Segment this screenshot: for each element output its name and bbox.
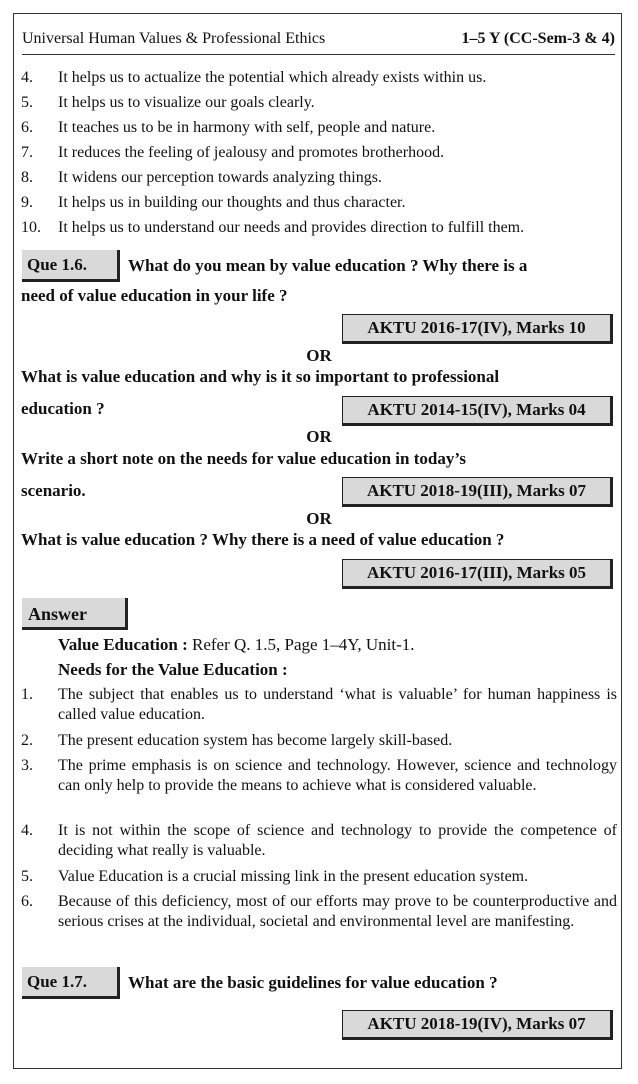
needs-list (21, 685, 617, 954)
list-item: 10. It helps us to understand our needs and provides direction to fulfill them. (21, 219, 525, 236)
list-item: 3. The prime emphasis is on science and technology. However, science and technology can only help to provide the means to achieve what is considered valuable. (21, 757, 617, 794)
needs-heading: Needs for the Value Education : (58, 660, 288, 679)
or-separator: OR (306, 509, 332, 528)
question-text: What are the basic guidelines for value education ? (128, 973, 498, 992)
alt-question-line1: What is value education and why is it so important to professional (21, 367, 500, 386)
or-separator: OR (306, 427, 332, 446)
list-item: 1. The subject that enables us to understand ‘what is valuable’ for human happiness is called value education. (21, 686, 617, 723)
or-separator: OR (306, 346, 332, 365)
question-label: Que 1.6. (22, 250, 120, 282)
exam-tag: AKTU 2018-19(IV), Marks 07 (342, 1010, 613, 1040)
exam-tag: AKTU 2016-17(III), Marks 05 (342, 559, 613, 589)
alt-question-line2: scenario. (21, 481, 86, 500)
alt-question-line2: education ? (21, 399, 105, 418)
exam-tag: AKTU 2016-17(IV), Marks 10 (342, 314, 613, 344)
value-education-ref: Value Education : Refer Q. 1.5, Page 1–4Y, Unit-1. (58, 635, 415, 654)
list-item: 5. Value Education is a crucial missing link in the present education system. (21, 868, 529, 885)
alt-question-line1: Write a short note on the needs for value education in today’s (21, 449, 466, 468)
benefits-list (21, 68, 617, 243)
question-text-line1: What do you mean by value education ? Why there is a (128, 256, 528, 275)
question-label: Que 1.7. (22, 967, 120, 999)
alt-question: What is value education ? Why there is a need of value education ? (21, 530, 505, 549)
list-item: 5. It helps us to visualize our goals clearly. (21, 94, 315, 111)
list-item: 4. It is not within the scope of science and technology to provide the competence of deciding what really is valuable. (21, 822, 617, 859)
header-page-number: 1–5 Y (CC-Sem-3 & 4) (461, 30, 615, 47)
list-item: 6. It teaches us to be in harmony with self, people and nature. (21, 119, 436, 136)
header-title: Universal Human Values & Professional Ethics (22, 30, 326, 47)
answer-label: Answer (22, 598, 128, 630)
list-item: 4. It helps us to actualize the potential which already exists within us. (21, 69, 487, 86)
list-item: 6. Because of this deficiency, most of our efforts may prove to be counterproductive and serious crises at the individual, societal and environmental level are manifesting. (21, 893, 617, 930)
list-item: 2. The present education system has become largely skill-based. (21, 732, 453, 749)
running-header (22, 30, 615, 55)
list-item: 9. It helps us in building our thoughts and thus character. (21, 194, 406, 211)
question-text-line2: need of value education in your life ? (21, 286, 288, 305)
exam-tag: AKTU 2014-15(IV), Marks 04 (342, 396, 613, 426)
list-item: 7. It reduces the feeling of jealousy and promotes brotherhood. (21, 144, 445, 161)
exam-tag: AKTU 2018-19(III), Marks 07 (342, 477, 613, 507)
list-item: 8. It widens our perception towards analyzing things. (21, 169, 382, 186)
